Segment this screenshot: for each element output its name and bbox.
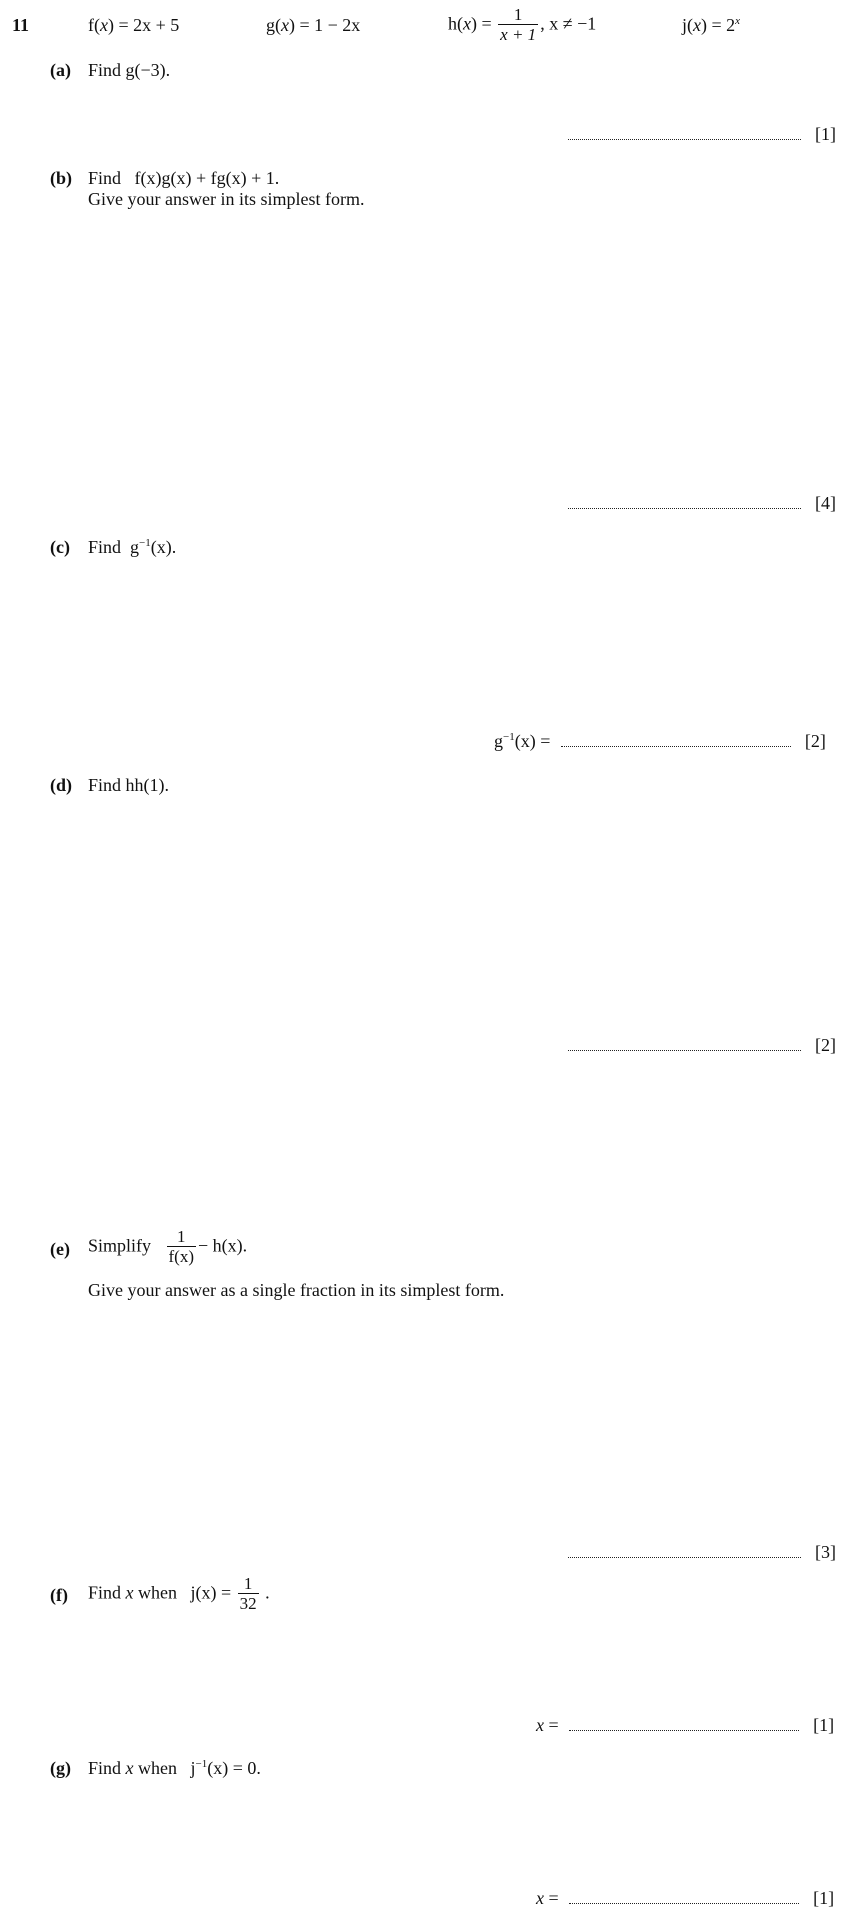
part-g-func: j	[190, 1758, 196, 1778]
function-h-var: x	[463, 13, 471, 34]
part-e-numerator: 1	[177, 1227, 186, 1246]
part-f-when: when	[138, 1582, 178, 1603]
function-g-definition: g(x) = 1 − 2x	[266, 15, 361, 35]
part-c-label: (c)	[50, 537, 70, 557]
part-e-rest: − h(x).	[198, 1235, 248, 1256]
function-j-rhs: = 2	[711, 15, 736, 35]
function-h-definition: h(x) = $\frac{1}{x + 1}$ , x ≠ −1	[448, 5, 597, 44]
part-f-expr: j(x) =	[190, 1582, 232, 1603]
part-g-when: when	[138, 1758, 178, 1778]
function-g-var: x	[281, 15, 289, 35]
part-b-question	[88, 169, 279, 187]
part-b-answer-dots[interactable]	[568, 507, 801, 509]
function-h-numerator: 1	[513, 5, 523, 24]
part-d-question: Find hh(1).	[88, 775, 169, 795]
part-g-inverse-sup: −1	[195, 1758, 208, 1770]
function-h-name: h	[448, 13, 457, 34]
function-f-rhs: = 2x + 5	[118, 15, 180, 35]
part-e-question	[88, 1228, 247, 1266]
question-number: 11	[12, 15, 30, 35]
part-c-mark: [2]	[804, 731, 826, 751]
part-c-inverse-sup: −1	[139, 537, 151, 549]
function-f-var: x	[100, 15, 108, 35]
part-c-answer-sup: −1	[503, 731, 515, 743]
part-g-answer-dots[interactable]	[569, 1902, 799, 1904]
part-c-answer-arg: (x) =	[514, 731, 551, 751]
function-j-var: x	[693, 15, 702, 35]
part-g-arg: (x) = 0.	[207, 1758, 261, 1778]
function-g-name: g	[266, 15, 275, 35]
part-c-find: Find	[88, 537, 122, 557]
part-e-denominator: f(x)	[168, 1246, 194, 1266]
part-f-denominator: 32	[239, 1593, 257, 1613]
part-f-label: (f)	[50, 1585, 68, 1605]
part-b-label: (b)	[50, 168, 72, 188]
part-f-answer-dots[interactable]	[569, 1729, 799, 1731]
part-g-var: x	[125, 1758, 134, 1778]
part-c-answer-func: g	[494, 731, 503, 751]
part-g-find: Find	[88, 1758, 122, 1778]
part-f-numerator: 1	[243, 1574, 253, 1593]
function-h-denominator: x + 1	[500, 24, 537, 44]
part-e-instruction: Give your answer as a single fraction in its simplest form.	[88, 1280, 505, 1300]
part-f-find: Find	[88, 1582, 122, 1603]
part-f-end: .	[265, 1582, 270, 1603]
part-b-mark: [4]	[815, 493, 836, 513]
part-f-var: x	[125, 1582, 134, 1603]
part-a-answer-line[interactable]	[568, 125, 836, 143]
part-b-find: Find	[88, 168, 122, 188]
function-h-condition: , x ≠ −1	[540, 13, 597, 34]
function-g-rhs: = 1 − 2x	[299, 15, 361, 35]
part-c-answer-dots[interactable]	[561, 745, 791, 747]
function-h-fraction	[498, 6, 538, 44]
part-f-fraction	[238, 1575, 259, 1613]
part-e-label: (e)	[50, 1239, 70, 1259]
part-d-mark: [2]	[815, 1035, 836, 1055]
part-f-answer-eq: =	[548, 1715, 559, 1735]
part-d-answer-line[interactable]	[568, 1036, 836, 1054]
part-g-question	[88, 1759, 261, 1777]
part-a-answer-dots[interactable]	[568, 138, 801, 140]
part-e-fraction	[167, 1228, 196, 1266]
part-a-label: (a)	[50, 60, 71, 80]
part-c-arg: (x).	[150, 537, 177, 557]
part-g-answer-eq: =	[548, 1888, 559, 1908]
part-e-simplify: Simplify	[88, 1235, 152, 1256]
function-f-name: f	[88, 15, 94, 35]
part-g-answer-line[interactable]	[536, 1889, 834, 1907]
part-f-mark: [1]	[813, 1715, 835, 1735]
function-j-name: j	[682, 15, 688, 35]
part-c-answer-line[interactable]	[494, 732, 826, 750]
part-a-question: Find g(−3).	[88, 60, 171, 80]
part-f-question	[88, 1575, 270, 1613]
function-j-exponent: x	[735, 15, 741, 27]
part-a-mark: [1]	[815, 124, 836, 144]
part-f-answer-line[interactable]	[536, 1716, 834, 1734]
part-c-question	[88, 538, 176, 556]
part-g-label: (g)	[50, 1758, 71, 1778]
function-h-eq: =	[481, 13, 492, 34]
part-e-answer-dots[interactable]	[568, 1556, 801, 1558]
function-j-definition: $j(x) = 2^x$	[682, 15, 741, 35]
part-d-label: (d)	[50, 775, 72, 795]
part-b-expression: f(x)g(x) + fg(x) + 1.	[134, 168, 280, 188]
part-g-mark: [1]	[813, 1888, 835, 1908]
part-e-mark: [3]	[815, 1542, 836, 1562]
part-b-instruction: Give your answer in its simplest form.	[88, 189, 365, 209]
part-d-answer-dots[interactable]	[568, 1049, 801, 1051]
part-b-answer-line[interactable]	[568, 494, 836, 512]
part-f-answer-var: x	[536, 1715, 544, 1735]
part-g-answer-var: x	[536, 1888, 544, 1908]
part-e-answer-line[interactable]	[568, 1543, 836, 1561]
function-f-definition: f(x) = 2x + 5	[88, 15, 180, 35]
part-c-func: g	[130, 537, 140, 557]
